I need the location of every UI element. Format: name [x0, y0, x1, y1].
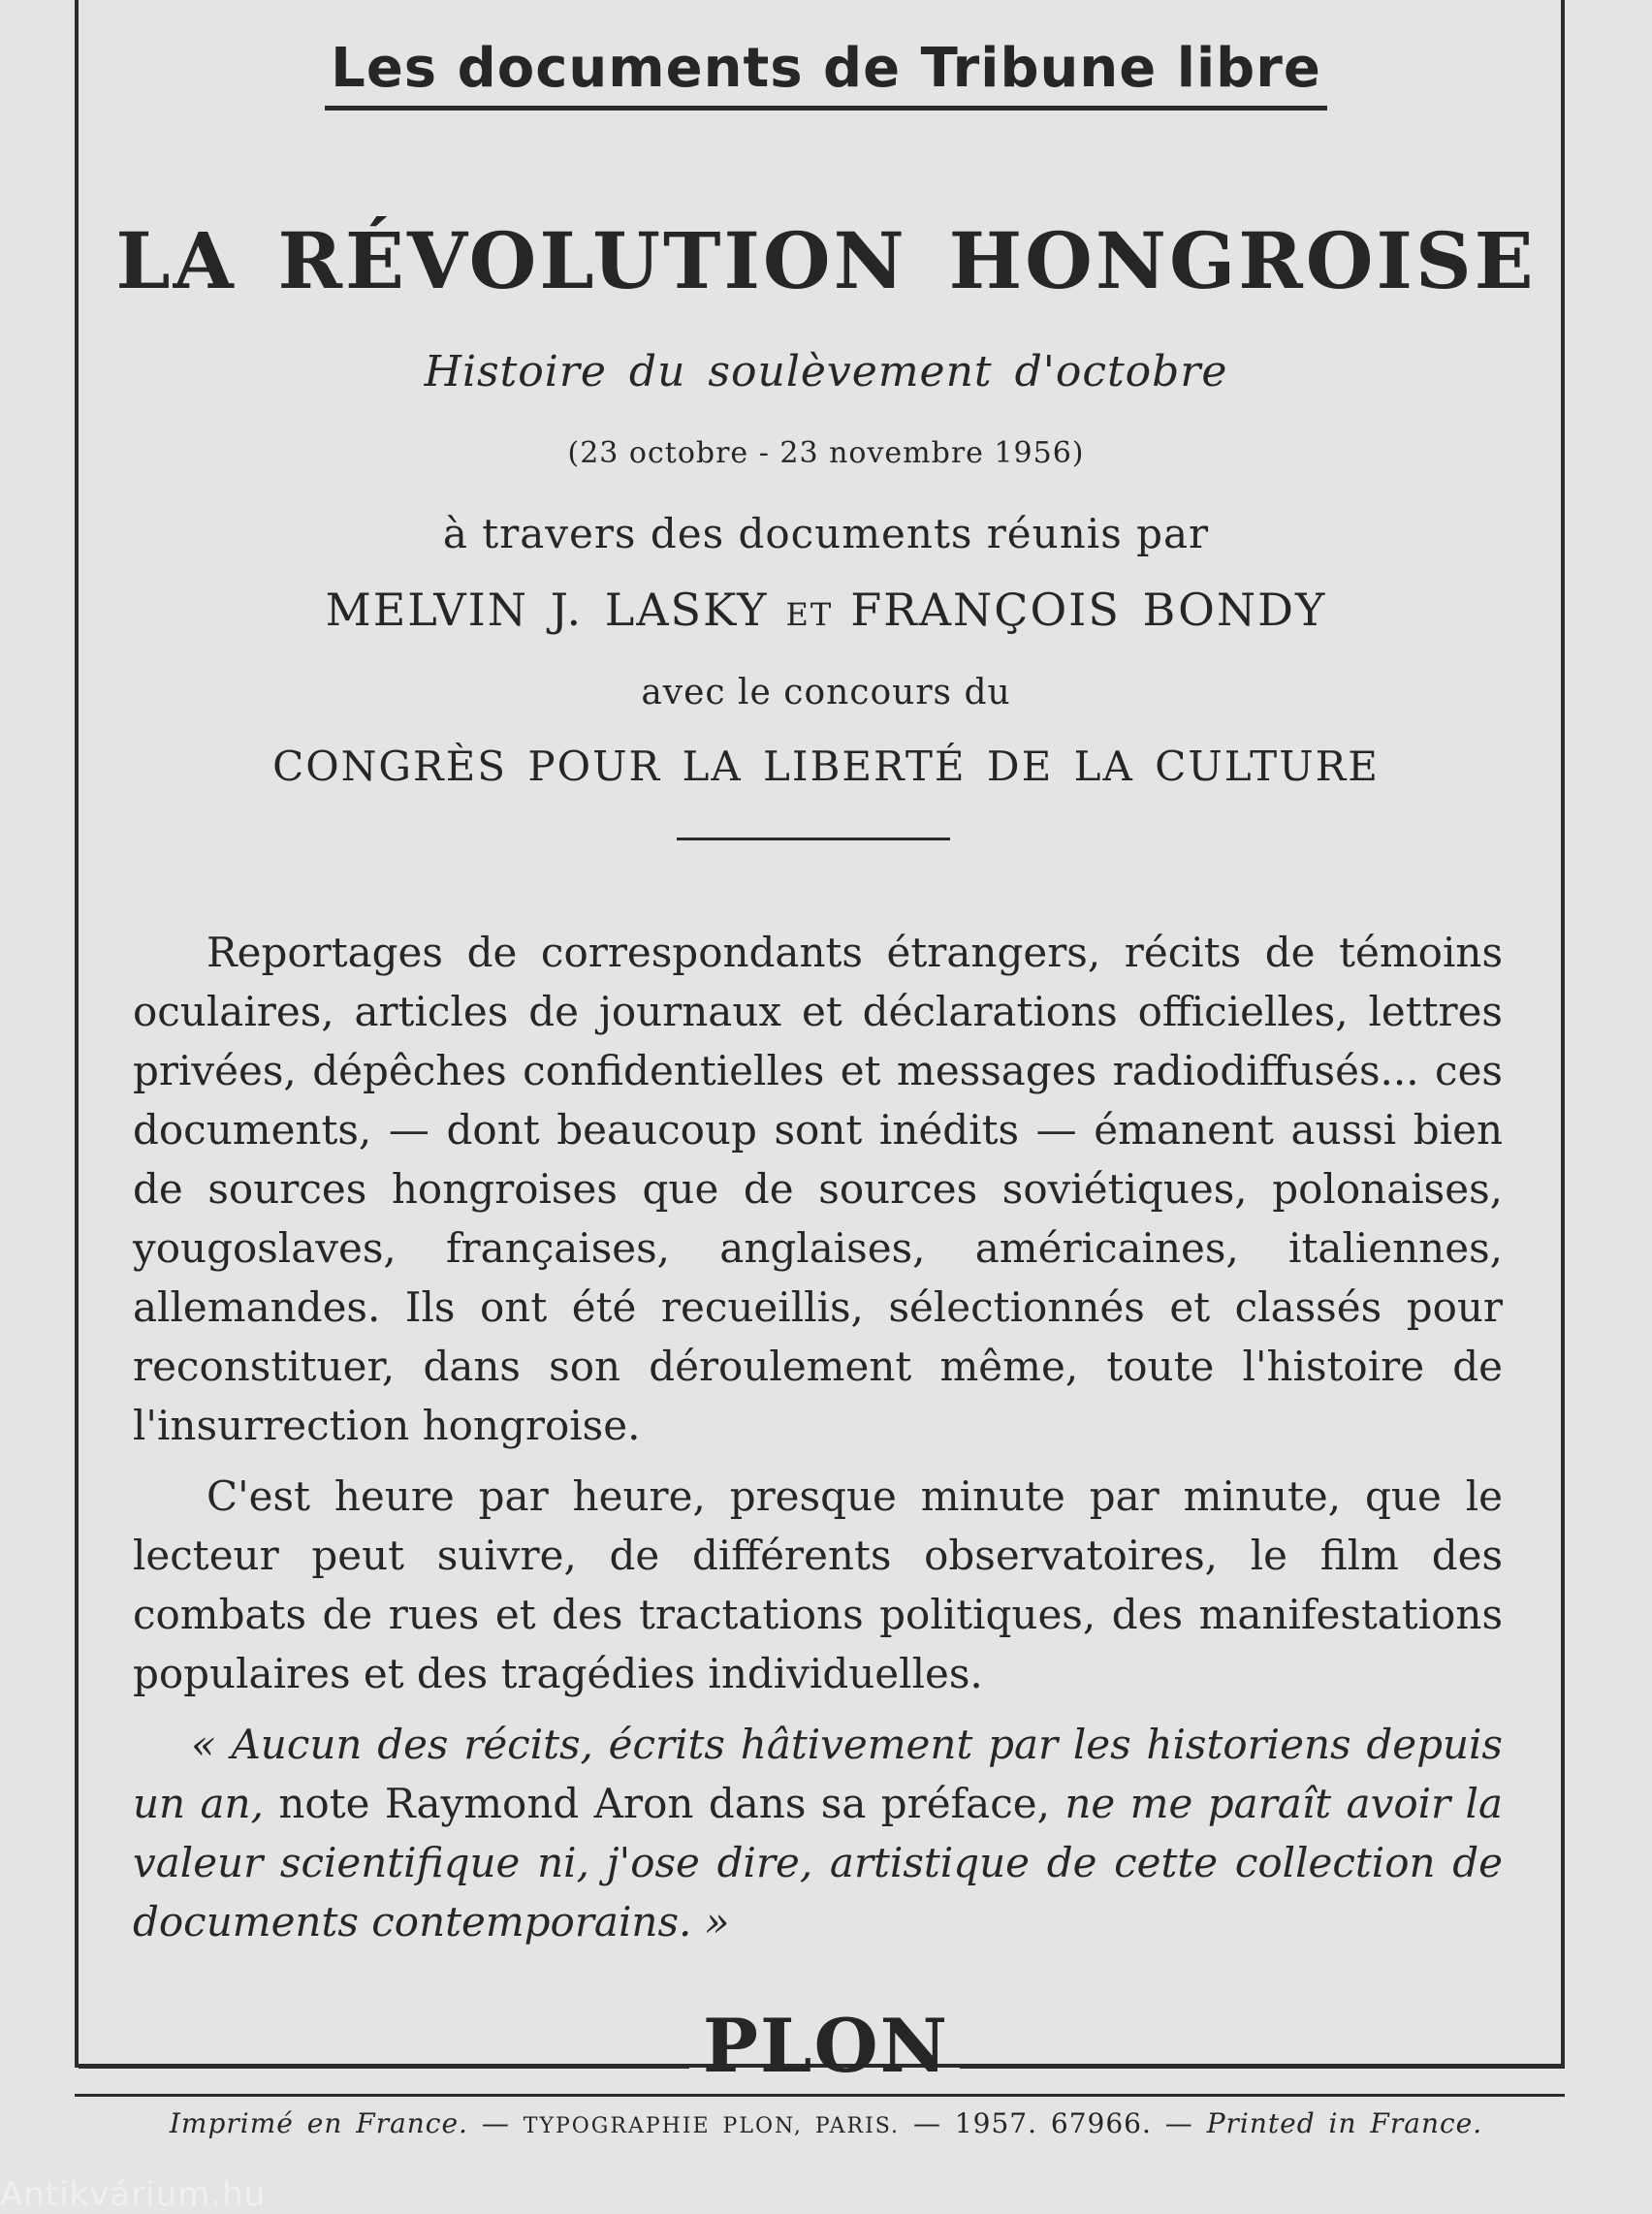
author-lasky: MELVIN J. LASKY	[325, 584, 769, 636]
description-body	[133, 923, 1503, 1963]
imprint-line	[0, 2107, 1652, 2139]
imprint-year-number: — 1957. 67966. —	[900, 2107, 1207, 2139]
footer-rule	[75, 2094, 1565, 2097]
quote-attribution: note Raymond Aron dans sa préface,	[263, 1780, 1065, 1827]
book-subtitle: Histoire du soulèvement d'octobre	[424, 347, 1228, 396]
book-title: LA RÉVOLUTION HONGROISE	[115, 215, 1537, 306]
series-title: Les documents de Tribune libre	[325, 37, 1327, 111]
imprint-printed-in: Printed in France.	[1206, 2107, 1483, 2139]
quote-opening: « Aucun des récits, écrits hâtivement par les historiens depuis un an,	[133, 1721, 1503, 1827]
date-range: (23 octobre - 23 novembre 1956)	[567, 436, 1085, 470]
with-support-line: avec le concours du	[641, 673, 1011, 712]
aron-quote	[133, 1715, 1503, 1951]
author-bondy: FRANÇOIS BONDY	[850, 584, 1327, 636]
congress-name: CONGRÈS POUR LA LIBERTÉ DE LA CULTURE	[272, 743, 1380, 790]
publisher-name: PLON	[702, 2003, 950, 2089]
imprint-made-in: Imprimé en France.	[169, 2107, 468, 2139]
imprint-typography: TYPOGRAPHIE PLON, PARIS.	[523, 2114, 901, 2138]
author-conjunction: ET	[785, 596, 834, 633]
paragraph-documents: Reportages de correspondants étrangers, récits de témoins oculaires, articles de journaux et déclarations officielles, lettres privées, dépêches confidentielles et messages radiodiffusés... ces documents, — dont beaucoup sont inédits — émanent aussi bien de sources hongroises que de sources soviétiques, polonaises, yougoslaves, françaises, anglaises, américaines, italiennes, allemandes. Ils ont été recueillis, sélectionnés et classés pour reconstituer, dans son déroulement même, toute l'histoire de l'insurrection hongroise.	[133, 929, 1503, 1449]
paragraph-timeline: C'est heure par heure, presque minute par minute, que le lecteur peut suivre, de différents observatoires, le film des combats de rues et des tractations politiques, des manifestations populaires et des tragédies individuelles.	[133, 1472, 1503, 1697]
publisher-rule-right	[960, 2065, 1565, 2069]
section-divider	[677, 838, 950, 840]
series-heading	[0, 37, 1652, 111]
authors	[0, 584, 1652, 636]
quote-closing: ne me paraît avoir la valeur scientifique ni, j'ose dire, artistique de cette collection de documents contemporains. »	[133, 1780, 1503, 1945]
watermark: Antikvárium.hu	[0, 2175, 267, 2214]
imprint-separator: —	[467, 2107, 524, 2139]
compiled-by-line: à travers des documents réunis par	[442, 510, 1210, 557]
